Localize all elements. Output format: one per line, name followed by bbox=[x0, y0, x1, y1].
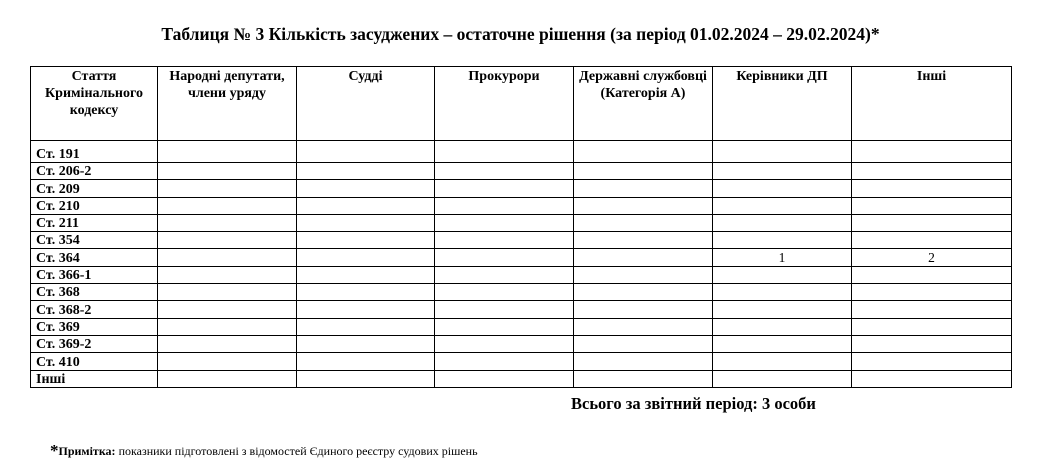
value-cell bbox=[297, 180, 435, 197]
footnote-label: Примітка: bbox=[58, 444, 116, 458]
value-cell bbox=[574, 266, 713, 283]
article-cell: Ст. 410 bbox=[31, 353, 158, 370]
value-cell bbox=[297, 214, 435, 231]
value-cell bbox=[158, 232, 297, 249]
value-cell bbox=[713, 301, 852, 318]
value-cell bbox=[297, 163, 435, 180]
value-cell bbox=[297, 318, 435, 335]
col-header-prosecutors: Прокурори bbox=[435, 67, 574, 141]
value-cell bbox=[297, 335, 435, 352]
value-cell bbox=[713, 335, 852, 352]
value-cell bbox=[297, 301, 435, 318]
value-cell bbox=[574, 163, 713, 180]
value-cell bbox=[435, 353, 574, 370]
value-cell bbox=[158, 141, 297, 163]
value-cell bbox=[435, 318, 574, 335]
table-row bbox=[31, 163, 1012, 180]
article-cell: Ст. 368-2 bbox=[31, 301, 158, 318]
value-cell bbox=[852, 214, 1012, 231]
value-cell bbox=[158, 370, 297, 387]
col-header-civil-servants: Державні службовці (Категорія А) bbox=[574, 67, 713, 141]
value-cell bbox=[574, 318, 713, 335]
value-cell bbox=[297, 141, 435, 163]
value-cell bbox=[852, 163, 1012, 180]
value-cell bbox=[713, 180, 852, 197]
table-row bbox=[31, 318, 1012, 335]
value-cell bbox=[297, 284, 435, 301]
value-cell bbox=[435, 180, 574, 197]
value-cell bbox=[297, 266, 435, 283]
table-row bbox=[31, 249, 1012, 266]
value-cell bbox=[713, 370, 852, 387]
header-row bbox=[31, 67, 1012, 141]
table-row bbox=[31, 180, 1012, 197]
article-cell: Ст. 366-1 bbox=[31, 266, 158, 283]
value-cell bbox=[435, 335, 574, 352]
footnote-text: показники підготовлені з відомостей Єдиного реєстру судових рішень bbox=[115, 444, 478, 458]
article-cell: Ст. 211 bbox=[31, 214, 158, 231]
table-row bbox=[31, 370, 1012, 387]
value-cell bbox=[435, 163, 574, 180]
value-cell bbox=[435, 249, 574, 266]
value-cell bbox=[297, 197, 435, 214]
value-cell bbox=[574, 301, 713, 318]
value-cell bbox=[852, 335, 1012, 352]
value-cell bbox=[713, 353, 852, 370]
value-cell bbox=[852, 284, 1012, 301]
value-cell bbox=[713, 232, 852, 249]
value-cell bbox=[297, 370, 435, 387]
value-cell bbox=[158, 335, 297, 352]
article-cell: Ст. 369-2 bbox=[31, 335, 158, 352]
article-cell: Ст. 209 bbox=[31, 180, 158, 197]
table-row bbox=[31, 335, 1012, 352]
value-cell bbox=[852, 180, 1012, 197]
value-cell bbox=[852, 232, 1012, 249]
total-summary: Всього за звітний період: 3 особи bbox=[571, 394, 816, 413]
value-cell bbox=[574, 180, 713, 197]
footnote-star: * bbox=[50, 441, 59, 460]
value-cell bbox=[574, 284, 713, 301]
value-cell bbox=[158, 180, 297, 197]
table-row bbox=[31, 266, 1012, 283]
value-cell bbox=[158, 197, 297, 214]
value-cell bbox=[158, 214, 297, 231]
value-cell bbox=[435, 370, 574, 387]
table-row bbox=[31, 141, 1012, 163]
article-cell: Ст. 206-2 bbox=[31, 163, 158, 180]
col-header-others: Інші bbox=[852, 67, 1012, 141]
value-cell bbox=[852, 370, 1012, 387]
value-cell bbox=[852, 266, 1012, 283]
value-cell bbox=[158, 318, 297, 335]
value-cell bbox=[435, 284, 574, 301]
value-cell bbox=[713, 163, 852, 180]
col-header-soe-heads: Керівники ДП bbox=[713, 67, 852, 141]
value-cell bbox=[158, 301, 297, 318]
article-cell: Ст. 368 bbox=[31, 284, 158, 301]
value-cell bbox=[158, 163, 297, 180]
value-cell bbox=[574, 335, 713, 352]
table-row bbox=[31, 232, 1012, 249]
value-cell bbox=[574, 370, 713, 387]
value-cell: 2 bbox=[852, 249, 1012, 266]
value-cell bbox=[852, 197, 1012, 214]
col-header-judges: Судді bbox=[297, 67, 435, 141]
value-cell bbox=[435, 232, 574, 249]
article-cell: Ст. 364 bbox=[31, 249, 158, 266]
value-cell bbox=[297, 249, 435, 266]
article-cell: Ст. 191 bbox=[31, 141, 158, 163]
footnote bbox=[50, 441, 478, 461]
value-cell bbox=[435, 141, 574, 163]
value-cell bbox=[158, 249, 297, 266]
table-row bbox=[31, 301, 1012, 318]
article-cell: Ст. 354 bbox=[31, 232, 158, 249]
value-cell bbox=[852, 318, 1012, 335]
table-row bbox=[31, 214, 1012, 231]
value-cell bbox=[435, 197, 574, 214]
value-cell bbox=[435, 266, 574, 283]
value-cell bbox=[713, 214, 852, 231]
value-cell bbox=[713, 141, 852, 163]
col-header-deputies: Народні депутати, члени уряду bbox=[158, 67, 297, 141]
col-header-article: Стаття Кримінального кодексу bbox=[31, 67, 158, 141]
value-cell bbox=[574, 232, 713, 249]
value-cell bbox=[574, 141, 713, 163]
value-cell bbox=[713, 318, 852, 335]
article-cell: Ст. 210 bbox=[31, 197, 158, 214]
value-cell bbox=[158, 284, 297, 301]
value-cell bbox=[574, 353, 713, 370]
value-cell bbox=[713, 266, 852, 283]
table-title: Таблиця № 3 Кількість засуджених – остаточне рішення (за період 01.02.2024 – 29.02.2024)* bbox=[161, 24, 880, 44]
value-cell bbox=[713, 197, 852, 214]
value-cell bbox=[574, 249, 713, 266]
value-cell bbox=[852, 353, 1012, 370]
table-row bbox=[31, 284, 1012, 301]
article-cell: Інші bbox=[31, 370, 158, 387]
table-row bbox=[31, 197, 1012, 214]
value-cell bbox=[852, 141, 1012, 163]
value-cell bbox=[435, 214, 574, 231]
value-cell bbox=[713, 284, 852, 301]
value-cell: 1 bbox=[713, 249, 852, 266]
value-cell bbox=[297, 232, 435, 249]
value-cell bbox=[158, 353, 297, 370]
convictions-table bbox=[30, 66, 1012, 388]
article-cell: Ст. 369 bbox=[31, 318, 158, 335]
value-cell bbox=[852, 301, 1012, 318]
table-body bbox=[31, 141, 1012, 388]
value-cell bbox=[435, 301, 574, 318]
value-cell bbox=[158, 266, 297, 283]
table-row bbox=[31, 353, 1012, 370]
value-cell bbox=[574, 214, 713, 231]
value-cell bbox=[574, 197, 713, 214]
value-cell bbox=[297, 353, 435, 370]
